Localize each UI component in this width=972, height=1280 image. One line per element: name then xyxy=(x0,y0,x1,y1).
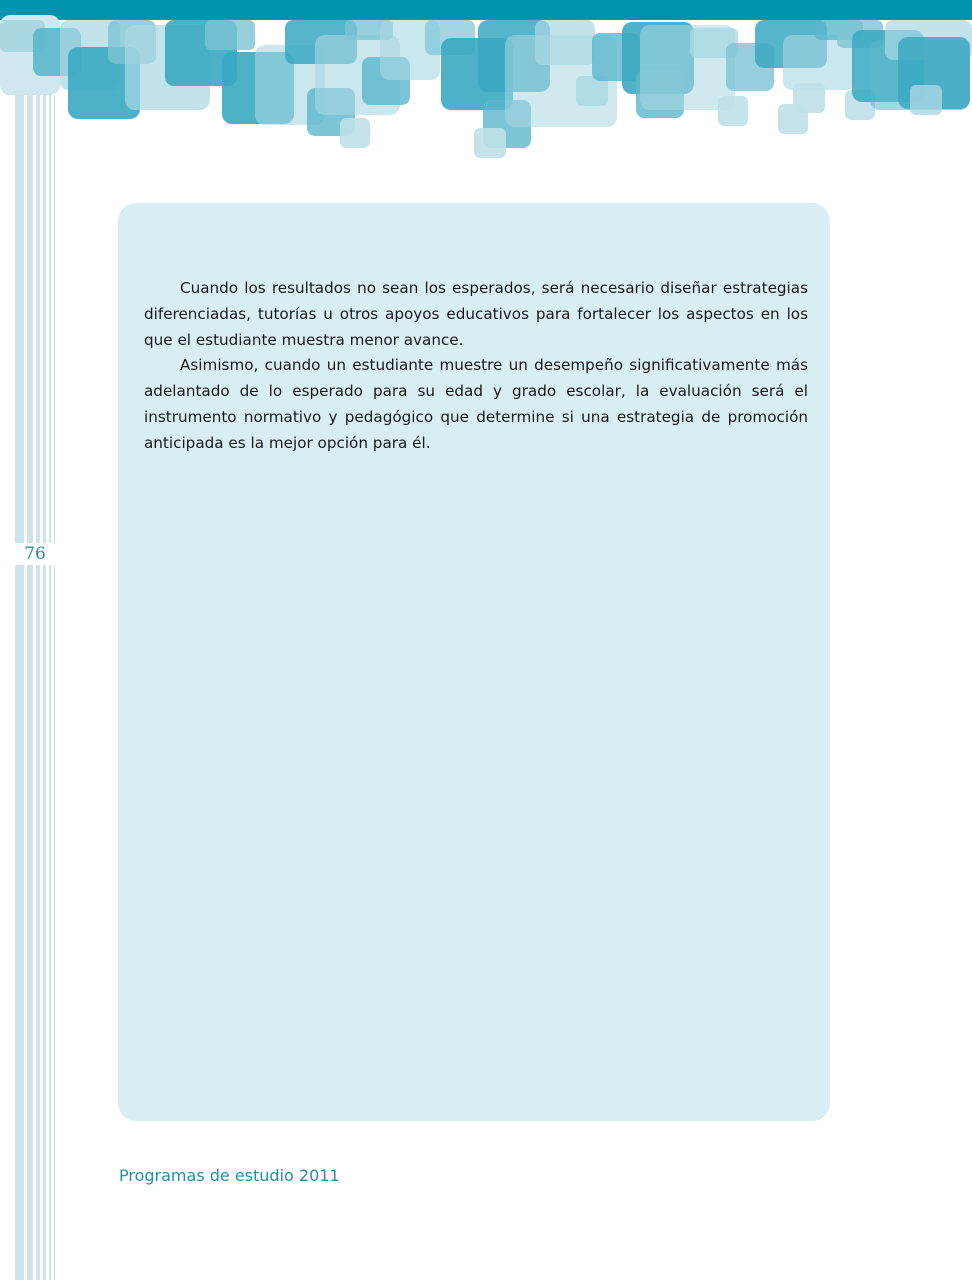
left-vertical-stripes xyxy=(0,0,60,1280)
footer-title: Programas de estudio 2011 xyxy=(119,1166,340,1185)
body-text xyxy=(144,276,808,457)
paragraph: Cuando los resultados no sean los esperados, será necesario diseñar estrategias diferenciadas, tutorías u otros apoyos educativos para fortalecer los aspectos en los que el estudiante muestra menor avance. xyxy=(144,279,808,349)
paragraph: Asimismo, cuando un estudiante muestre un desempeño significativamente más adelantado de lo esperado para su edad y grado escolar, la evaluación será el instrumento normativo y pedagógico que determine si una estrategia de promoción anticipada es la mejor opción para él. xyxy=(144,356,808,452)
page-number: 76 xyxy=(14,543,56,565)
header-decorative-squares xyxy=(0,0,972,165)
